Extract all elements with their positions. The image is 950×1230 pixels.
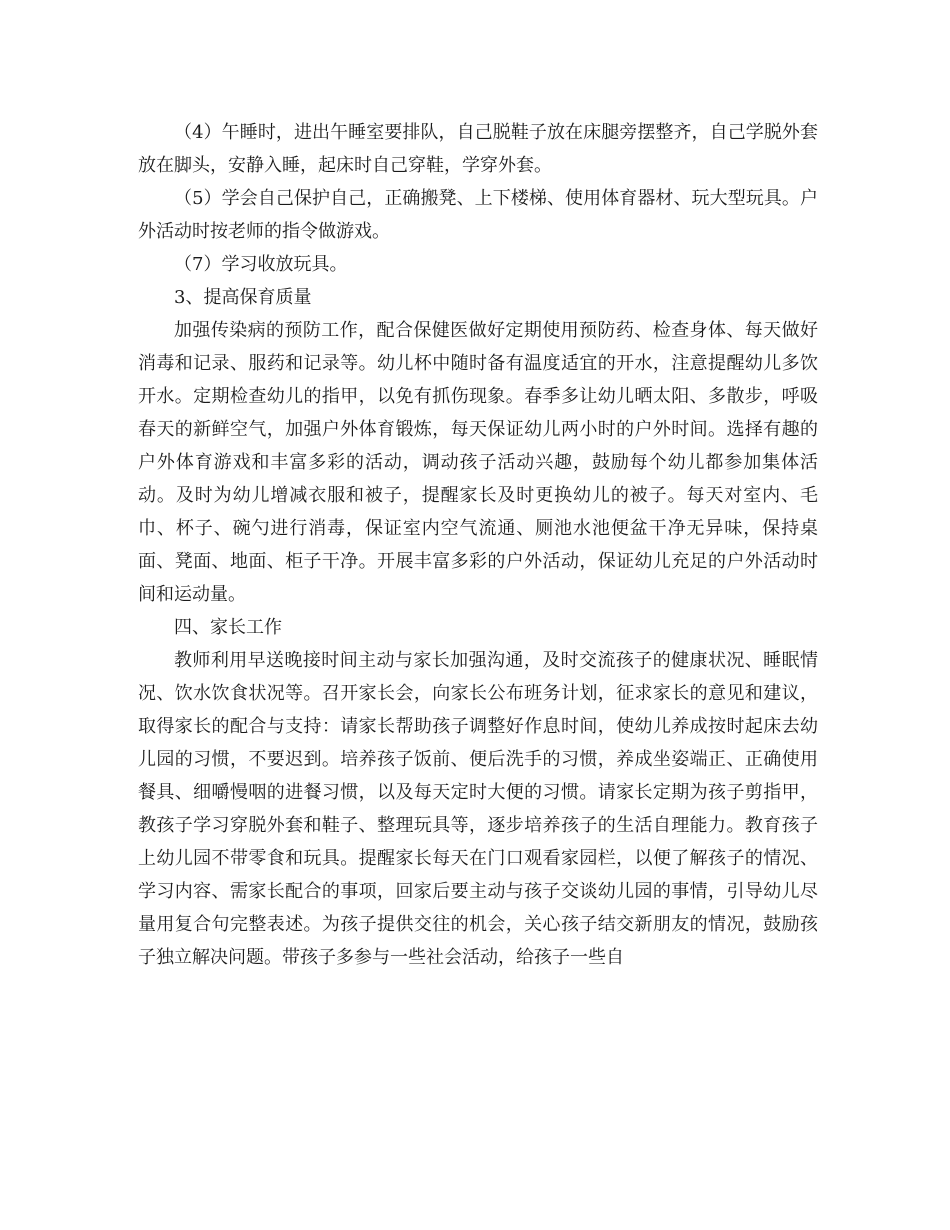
- paragraph-toy-storage: （7）学习收放玩具。: [174, 254, 348, 275]
- paragraph-care-quality: 加强传染病的预防工作，配合保健医做好定期使用预防药、检查身体、每天做好消毒和记录、服药和记录等。幼儿杯中随时备有温度适宜的开水，注意提醒幼儿多饮开水。定期检查幼儿的指甲，以免有抓伤现象。春季多让幼儿晒太阳、多散步，呼吸春天的新鲜空气，加强户外体育锻炼，每天保证幼儿两小时的户外时间。选择有趣的户外体育游戏和丰富多彩的活动，调动孩子活动兴趣，鼓励每个幼儿都参加集体活动。及时为幼儿增减衣服和被子，提醒家长及时更换幼儿的被子。每天对室内、毛巾、杯子、碗勺进行消毒，保证室内空气流通、厕池水池便盆干净无异味，保持桌面、凳面、地面、柜子干净。开展丰富多彩的户外活动，保证幼儿充足的户外活动时间和运动量。: [138, 320, 818, 605]
- paragraph-self-protection: （5）学会自己保护自己，正确搬凳、上下楼梯、使用体育器材、玩大型玩具。户外活动时按老师的指令做游戏。: [138, 188, 818, 242]
- section-heading-care-quality: 3、提高保育质量: [174, 287, 312, 308]
- section-heading-parent-work: 四、家长工作: [174, 617, 282, 638]
- paragraph-nap-routine: （4）午睡时，进出午睡室要排队，自己脱鞋子放在床腿旁摆整齐，自己学脱外套放在脚头，安静入睡，起床时自己穿鞋，学穿外套。: [138, 122, 818, 176]
- paragraph-parent-work: 教师利用早送晚接时间主动与家长加强沟通，及时交流孩子的健康状况、睡眠情况、饮水饮食状况等。召开家长会，向家长公布班务计划，征求家长的意见和建议，取得家长的配合与支持：请家长帮助孩子调整好作息时间，使幼儿养成按时起床去幼儿园的习惯，不要迟到。培养孩子饭前、便后洗手的习惯，养成坐姿端正、正确使用餐具、细嚼慢咽的进餐习惯，以及每天定时大便的习惯。请家长定期为孩子剪指甲，教孩子学习穿脱外套和鞋子、整理玩具等，逐步培养孩子的生活自理能力。教育孩子上幼儿园不带零食和玩具。提醒家长每天在门口观看家园栏，以便了解孩子的情况、学习内容、需家长配合的事项，回家后要主动与孩子交谈幼儿园的事情，引导幼儿尽量用复合句完整表述。为孩子提供交往的机会，关心孩子结交新朋友的情况，鼓励孩子独立解决问题。带孩子多参与一些社会活动，给孩子一些自: [138, 650, 818, 968]
- document-body: [138, 116, 818, 974]
